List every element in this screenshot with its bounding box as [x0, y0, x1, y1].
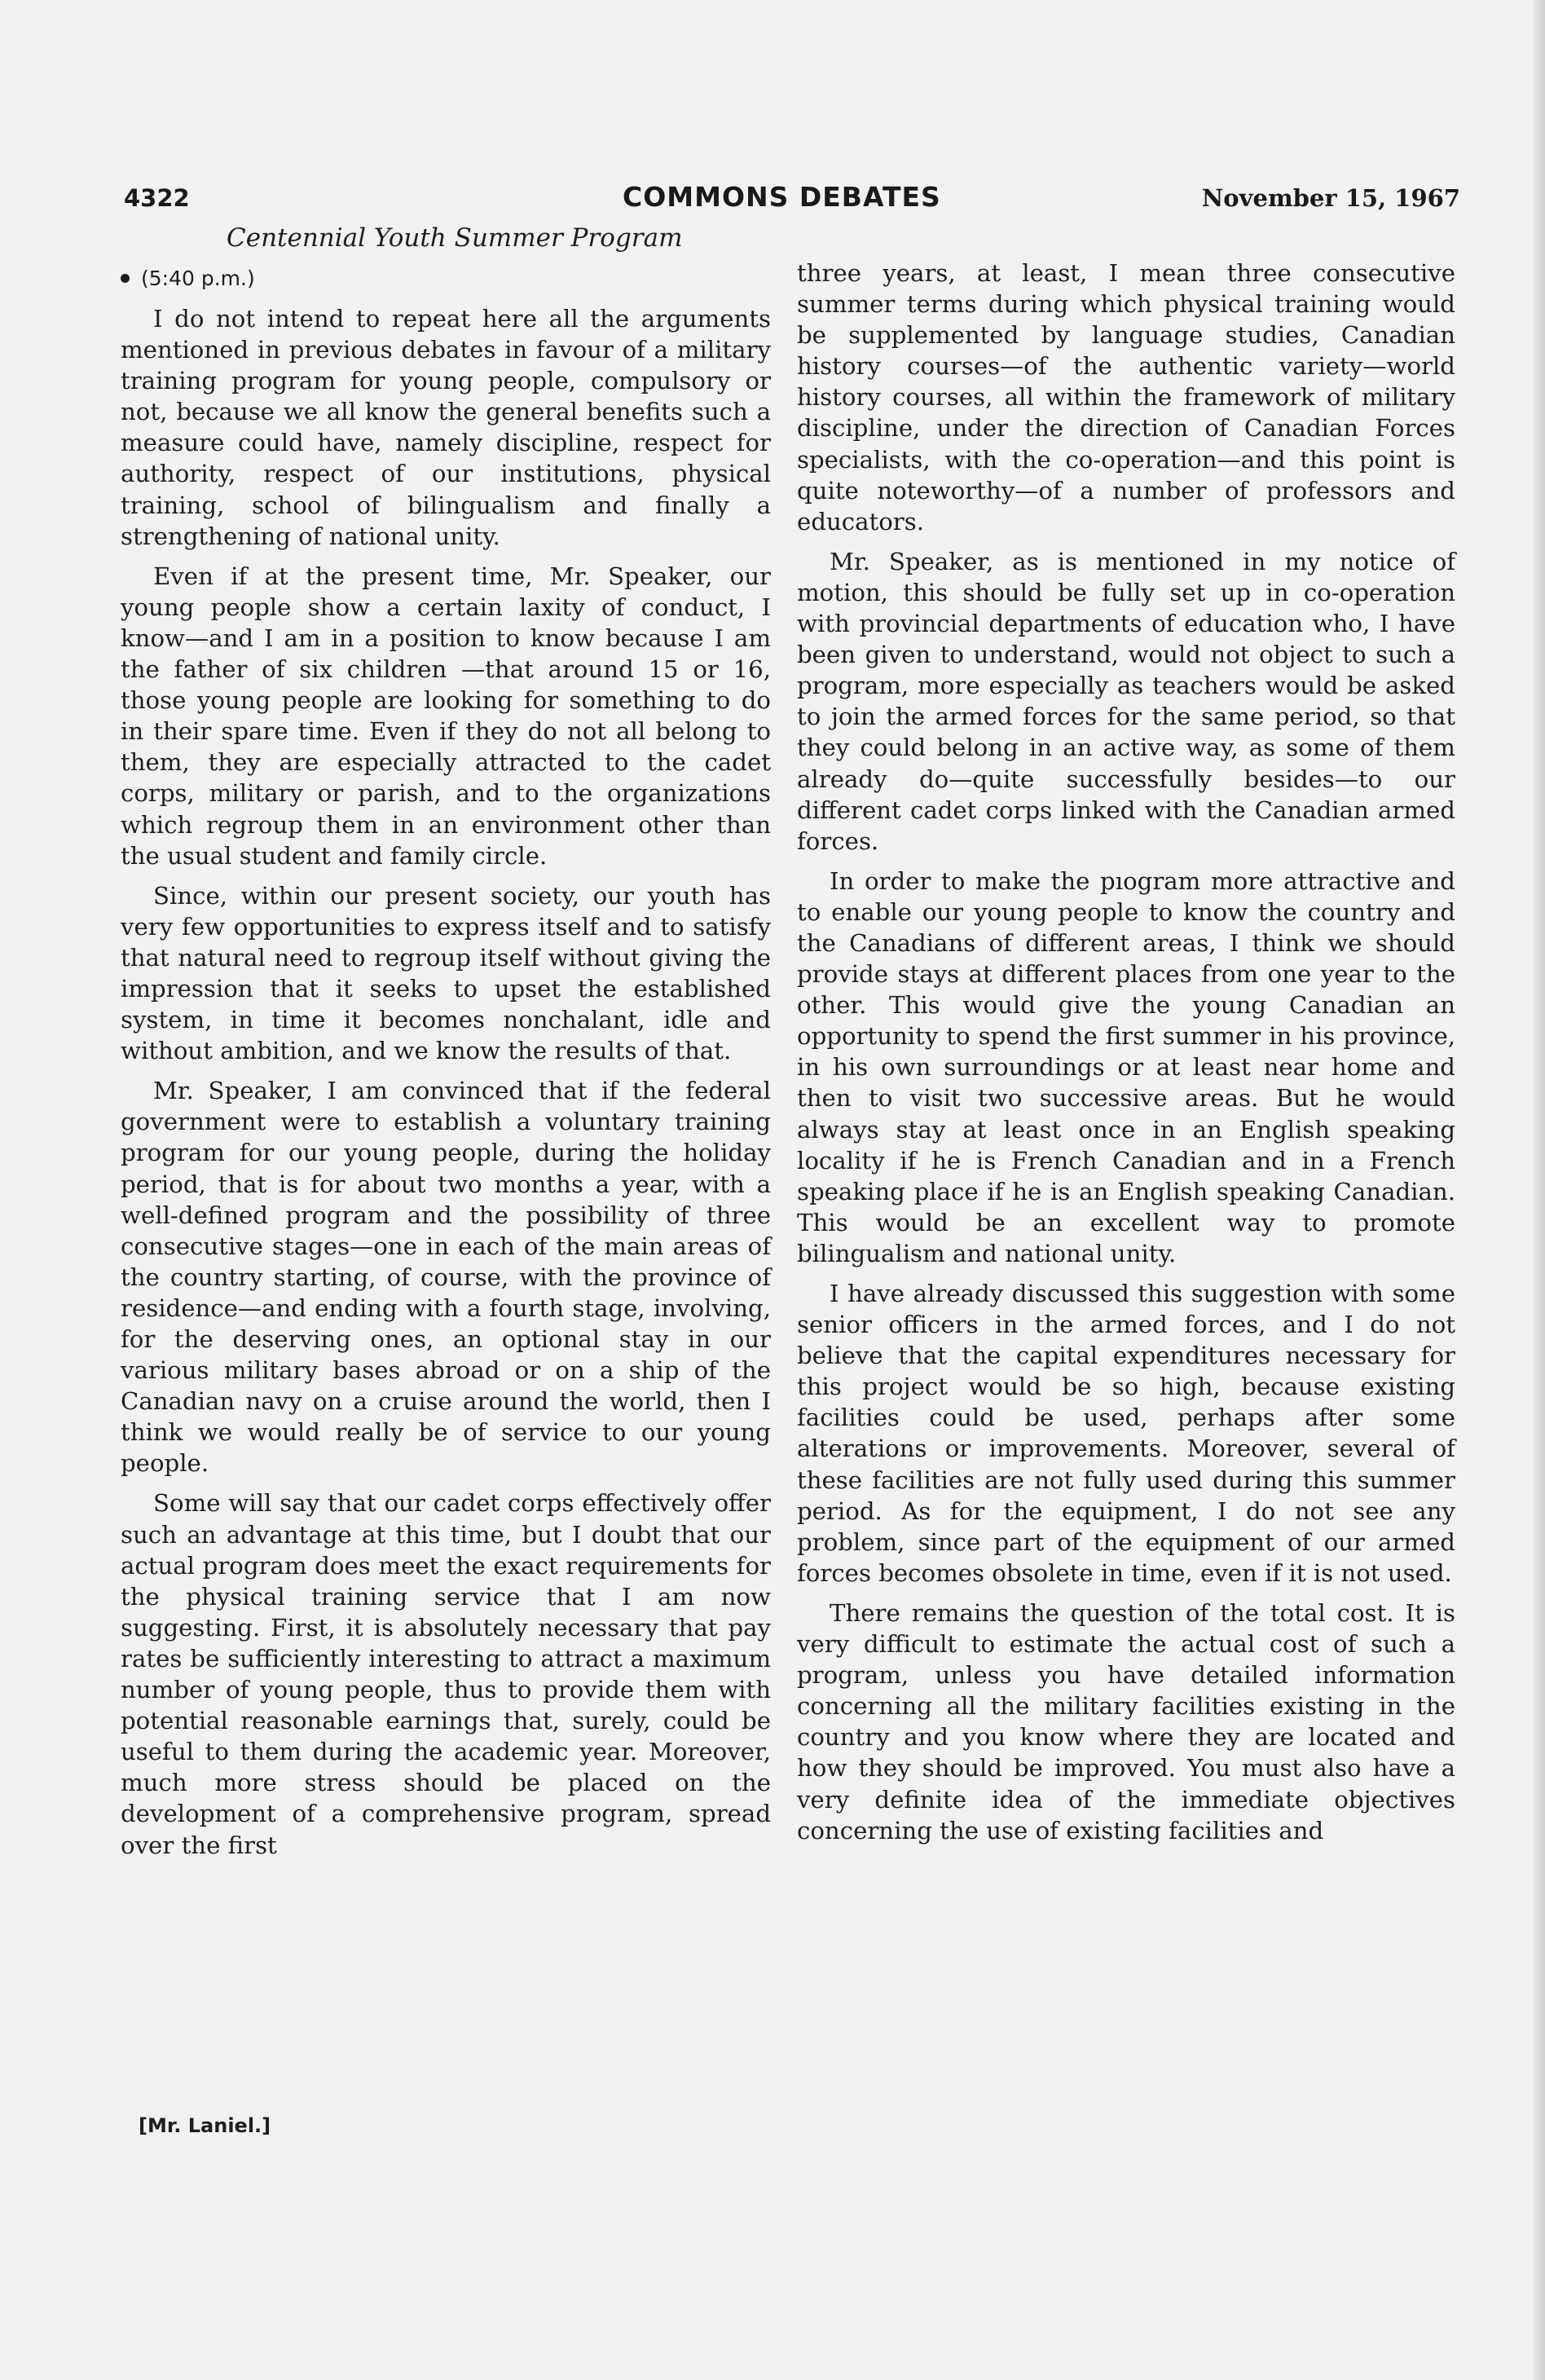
paragraph: Since, within our present society, our youth has very few opportunities to express itself and to satisfy that natural need to regroup itself without giving the impression that it seeks to upset the established system, in time it becomes nonchalant, idle and without ambition, and we know the results of that.: [121, 881, 771, 1065]
bullet-icon: [121, 274, 130, 283]
publication-date: November 15, 1967: [1201, 184, 1460, 212]
paragraph: Mr. Speaker, as is mentioned in my notice of motion, this should be fully set up in co-operation with provincial departments of education who, I have been given to understand, would not object to such a program, more especially as teachers would be asked to join the armed forces for the same period, so that they could belong in an active way, as some of them already do—quite successfully besides—to our different cadet corps linked with the Canadian armed forces.: [797, 547, 1455, 855]
paragraph: I have already discussed this suggestion with some senior officers in the armed forces, and I do not believe that the capital expenditures necessary for this project would be so high, because existing facilities could be used, perhaps after some alterations or improvements. Moreover, several of these facilities are not fully used during this summer period. As for the equipment, I do not see any problem, since part of the equipment of our armed forces becomes obsolete in time, even if it is not used.: [797, 1280, 1455, 1587]
paragraph: Some will say that our cadet corps effectively offer such an advantage at this time, but I doubt that our actual program does meet the exact requirements for the physical training service that I am now suggesting. First, it is absolutely necessary that pay rates be sufficiently interesting to attract a maximum number of young people, thus to provide them with potential reasonable earnings that, surely, could be useful to them during the academic year. Moreover, much more stress should be placed on the development of a comprehensive program, spread over the first: [121, 1489, 771, 1859]
left-column: [121, 222, 771, 1870]
paragraph: In order to make the pıogram more attractive and to enable our young people to know the country and the Canadians of different areas, I think we should provide stays at different places from one year to the other. This would give the young Canadian an opportunity to spend the first summer in his province, in his own surroundings or at least near home and then to visit two successive areas. But he would always stay at least once in an English speaking locality if he is French Canadian and in a French speaking place if he is an English speaking Canadian. This would be an excellent way to promote bilingualism and national unity.: [797, 866, 1455, 1267]
paragraph: Mr. Speaker, I am convinced that if the federal government were to establish a voluntary training program for our young people, during the holiday period, that is for about two months a year, with a well-defined program and the possibility of three consecutive stages—one in each of the main areas of the country starting, of course, with the province of residence—and ending with a fourth stage, involving, for the deserving ones, an optional stay in our various military bases abroad or on a ship of the Canadian navy on a cruise around the world, then I think we would really be of service to our young people.: [121, 1077, 771, 1478]
speaker-label: [Mr. Laniel.]: [139, 2114, 271, 2137]
right-column: [797, 258, 1455, 1855]
page-edge-shadow: [1534, 0, 1545, 2380]
section-heading: Centennial Youth Summer Program: [227, 223, 683, 253]
timestamp-line: [121, 263, 771, 294]
page-header: [124, 181, 1460, 222]
paragraph: three years, at least, I mean three consecutive summer terms during which physical training would be supplemented by language studies, Canadian history courses—of the authentic variety—world history courses, all within the framework of military discipline, under the direction of Canadian Forces specialists, with the co-operation—and this point is quite noteworthy—of a number of professors and educators.: [797, 259, 1455, 536]
paragraph: Even if at the present time, Mr. Speaker, our young people show a certain laxity of conduct, I know—and I am in a position to know because I am the father of six children —that around 15 or 16, those young people are looking for something to do in their spare time. Even if they do not all belong to them, they are especially attracted to the cadet corps, military or parish, and to the organizations which regroup them in an environment other than the usual student and family circle.: [121, 562, 771, 870]
paragraph: There remains the question of the total cost. It is very difficult to estimate the actual cost of such a program, unless you have detailed information concerning all the military facilities existing in the country and you know where they are located and how they should be improved. You must also have a very definite idea of the immediate objectives concerning the use of existing facilities and: [797, 1598, 1455, 1844]
publication-title: COMMONS DEBATES: [623, 181, 941, 213]
paragraph: I do not intend to repeat here all the arguments mentioned in previous debates in favour of a military training program for young people, compulsory or not, because we all know the general benefits such a measure could have, namely discipline, respect for authority, respect of our institutions, physical training, school of bilingualism and finally a strengthening of national unity.: [121, 305, 771, 550]
timestamp: (5:40 p.m.): [141, 267, 255, 290]
page-number: 4322: [124, 184, 190, 212]
